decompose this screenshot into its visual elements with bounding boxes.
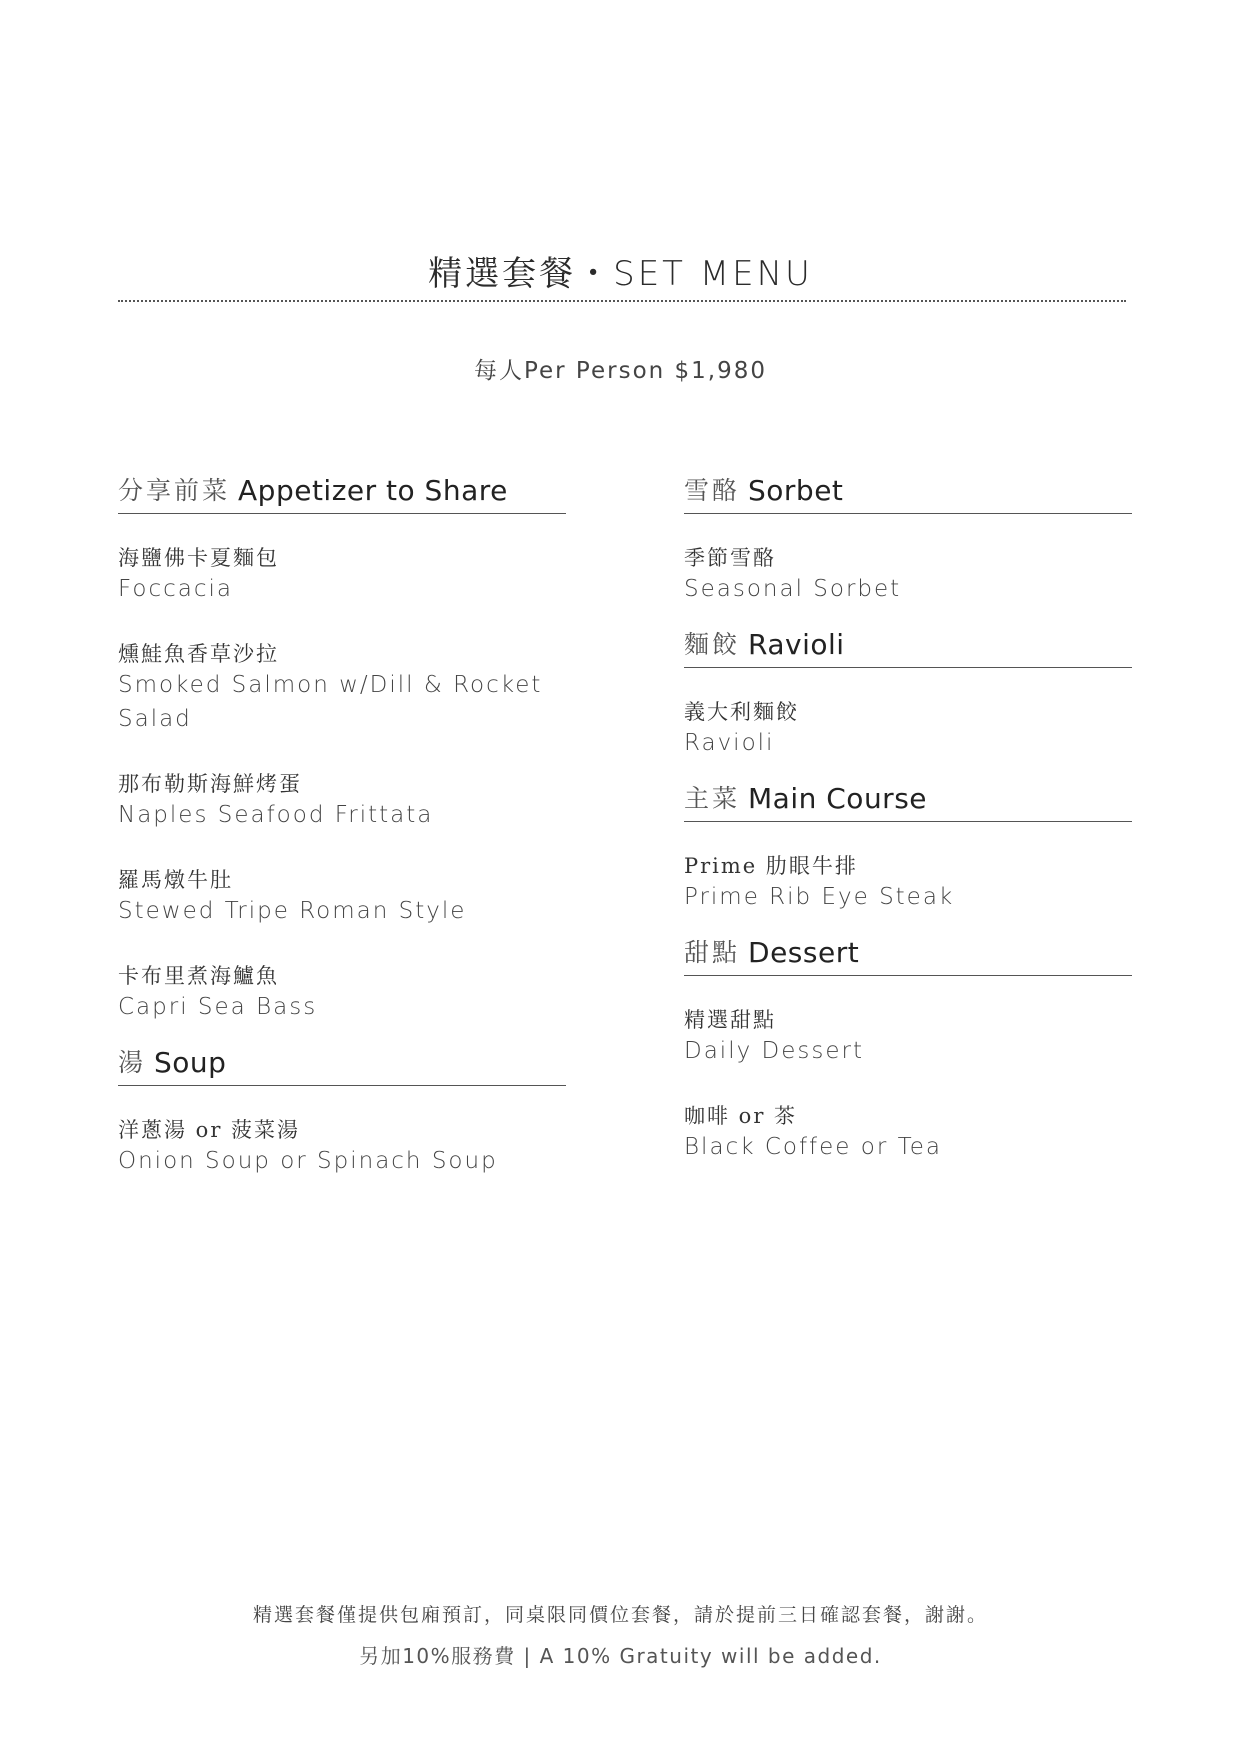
dotted-divider — [118, 300, 1126, 302]
section-heading-en: Ravioli — [748, 628, 845, 661]
section-heading-en: Soup — [154, 1046, 227, 1079]
menu-item — [684, 1006, 1132, 1068]
menu-item-zh: 那布勒斯海鮮烤蛋 — [118, 772, 302, 796]
right-column — [684, 468, 1132, 1198]
section-heading-zh: 甜點 — [684, 938, 741, 967]
menu-item-en: Stewed Tripe Roman Style — [118, 898, 467, 924]
menu-item — [684, 544, 1132, 606]
menu-item — [118, 1116, 566, 1178]
section-main-course — [684, 776, 1132, 914]
menu-item — [118, 866, 566, 928]
menu-item-en: Prime Rib Eye Steak — [684, 884, 955, 910]
menu-item-zh: 燻鮭魚香草沙拉 — [118, 642, 279, 666]
section-ravioli — [684, 622, 1132, 760]
menu-item-en: Smoked Salmon w/Dill & Rocket Salad — [118, 672, 543, 732]
price-per-person: 每人Per Person $1,980 — [473, 358, 768, 384]
footer-gratuity: 另加10%服務費 | A 10% Gratuity will be added. — [359, 1644, 882, 1668]
menu-item-zh: 咖啡 or 茶 — [684, 1104, 798, 1128]
menu-item-en: Seasonal Sorbet — [684, 576, 902, 602]
section-heading — [118, 468, 566, 514]
section-heading — [684, 930, 1132, 976]
section-heading-en: Main Course — [748, 782, 928, 815]
menu-item-en: Capri Sea Bass — [118, 994, 318, 1020]
menu-item-zh: 卡布里煮海鱸魚 — [118, 964, 279, 988]
menu-item-zh: 精選甜點 — [684, 1008, 776, 1032]
menu-item-en: Naples Seafood Frittata — [118, 802, 434, 828]
menu-item — [684, 1102, 1132, 1164]
menu-item — [118, 640, 566, 736]
menu-item-zh: 洋蔥湯 or 菠菜湯 — [118, 1118, 301, 1142]
section-heading-zh: 分享前菜 — [118, 476, 231, 505]
section-soup — [118, 1040, 566, 1178]
menu-item-zh: 季節雪酪 — [684, 546, 776, 570]
menu-item-zh: Prime 肋眼牛排 — [684, 854, 858, 878]
section-heading-zh: 麵餃 — [684, 630, 741, 659]
menu-item-en: Daily Dessert — [684, 1038, 864, 1064]
section-heading-en: Appetizer to Share — [238, 474, 508, 507]
menu-item-zh: 義大利麵餃 — [684, 700, 799, 724]
menu-item-en: Onion Soup or Spinach Soup — [118, 1148, 498, 1174]
section-heading-en: Sorbet — [748, 474, 844, 507]
section-heading-en: Dessert — [748, 936, 860, 969]
menu-item-zh: 羅馬燉牛肚 — [118, 868, 233, 892]
menu-item-zh: 海鹽佛卡夏麵包 — [118, 546, 279, 570]
section-dessert — [684, 930, 1132, 1164]
section-heading — [684, 776, 1132, 822]
menu-item — [118, 544, 566, 606]
footer-note: 精選套餐僅提供包廂預訂，同桌限同價位套餐，請於提前三日確認套餐，謝謝。 — [252, 1604, 988, 1626]
section-appetizer — [118, 468, 566, 1024]
menu-item-en: Foccacia — [118, 576, 233, 602]
menu-item — [118, 962, 566, 1024]
menu-item-en: Black Coffee or Tea — [684, 1134, 942, 1160]
menu-item — [684, 698, 1132, 760]
menu-item — [118, 770, 566, 832]
left-column — [118, 468, 566, 1212]
menu-item-en: Ravioli — [684, 730, 775, 756]
section-heading — [684, 468, 1132, 514]
section-heading-zh: 主菜 — [684, 784, 741, 813]
section-sorbet — [684, 468, 1132, 606]
section-heading-zh: 湯 — [118, 1048, 147, 1077]
section-heading-zh: 雪酪 — [684, 476, 741, 505]
section-heading — [684, 622, 1132, 668]
menu-title: 精選套餐・SET MENU — [428, 254, 813, 294]
menu-item — [684, 852, 1132, 914]
section-heading — [118, 1040, 566, 1086]
